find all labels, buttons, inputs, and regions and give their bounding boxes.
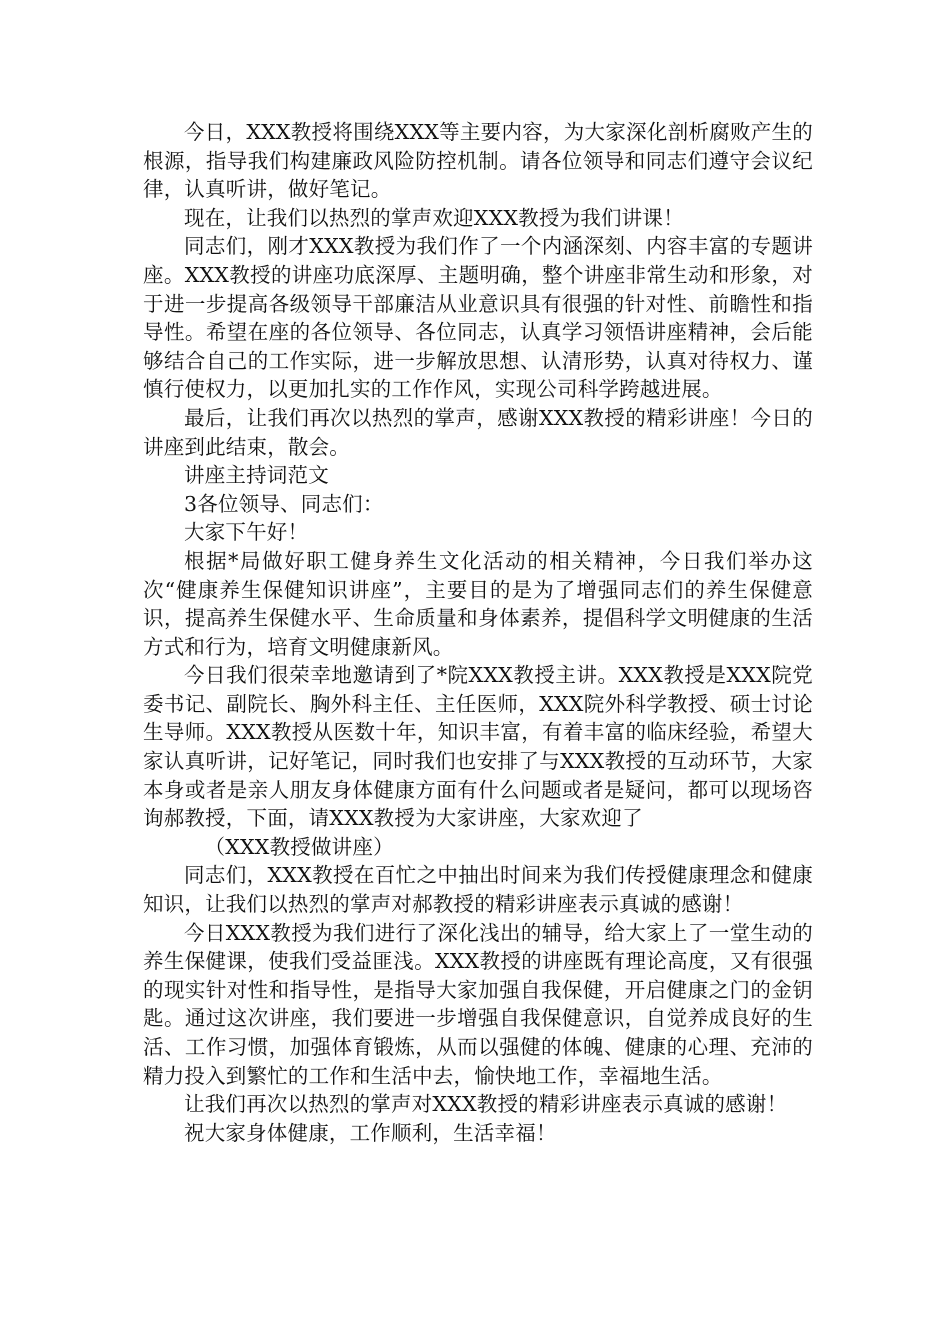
paragraph-speaker-intro: 今日我们很荣幸地邀请到了*院XXX教授主讲。XXX教授是XXX院党委书记、副院长、胸外科主任、主任医师，XXX院外科学教授、硕士讨论生导师。XXX教授从医数十年，知识丰富，有着丰富的临床经验，希望大家认真听讲，记好笔记，同时我们也安排了与XXX教授的互动环节，大家本身或者是亲人朋友身体健康方面有什么问题或者是疑问，都可以现场咨询郝教授，下面，请XXX教授为大家讲座，大家欢迎了 [143, 663, 813, 831]
paragraph-lecture-note: （XXX教授做讲座） [204, 834, 394, 859]
paragraph-intro: 今日，XXX教授将围绕XXX等主要内容，为大家深化剖析腐败产生的根源，指导我们构建廉政风险防控机制。请各位领导和同志们遵守会议纪律，认真听讲，做好笔记。 [143, 120, 813, 202]
paragraph-review: 今日XXX教授为我们进行了深化浅出的辅导，给大家上了一堂生动的养生保健课，使我们受益匪浅。XXX教授的讲座既有理论高度，又有很强的现实针对性和指导性，是指导大家加强自我保健，开启健康之门的金钥匙。通过这次讲座，我们要进一步增强自我保健意识，自觉养成良好的生活、工作习惯，加强体育锻炼，从而以强健的体魄、健康的心理、充沛的精力投入到繁忙的工作和生活中去，愉快地工作，幸福地生活。 [143, 920, 813, 1088]
paragraph-welcome: 现在，让我们以热烈的掌声欢迎XXX教授为我们讲课！ [184, 205, 684, 230]
document-body [143, 118, 813, 1147]
paragraph-closing: 最后，让我们再次以热烈的掌声，感谢XXX教授的精彩讲座！今日的讲座到此结束，散会。 [143, 405, 813, 459]
paragraph-summary: 同志们，刚才XXX教授为我们作了一个内涵深刻、内容丰富的专题讲座。XXX教授的讲座功底深厚、主题明确，整个讲座非常生动和形象，对于进一步提高各级领导干部廉洁从业意识具有很强的针对性、前瞻性和指导性。希望在座的各位领导、各位同志，认真学习领悟讲座精神，会后能够结合自己的工作实际，进一步解放思想、认清形势，认真对待权力、谨慎行使权力，以更加扎实的工作作风，实现公司科学跨越进展。 [143, 234, 813, 402]
paragraph-purpose: 根据*局做好职工健身养生文化活动的相关精神，今日我们举办这次“健康养生保健知识讲座”，主要目的是为了增强同志们的养生保健意识，提高养生保健水平、生命质量和身体素养，提倡科学文明健康的生活方式和行为，培育文明健康新风。 [143, 548, 813, 659]
paragraph-thanks: 同志们，XXX教授在百忙之中抽出时间来为我们传授健康理念和健康知识，让我们以热烈的掌声对郝教授的精彩讲座表示真诚的感谢！ [143, 863, 813, 917]
paragraph-wishes: 祝大家身体健康，工作顺利，生活幸福！ [184, 1120, 557, 1145]
paragraph-salutation: 3各位领导、同志们： [184, 491, 384, 516]
paragraph-greeting: 大家下午好！ [184, 520, 309, 545]
section-heading: 讲座主持词范文 [184, 463, 329, 488]
paragraph-applause: 让我们再次以热烈的掌声对XXX教授的精彩讲座表示真诚的感谢！ [184, 1092, 788, 1117]
